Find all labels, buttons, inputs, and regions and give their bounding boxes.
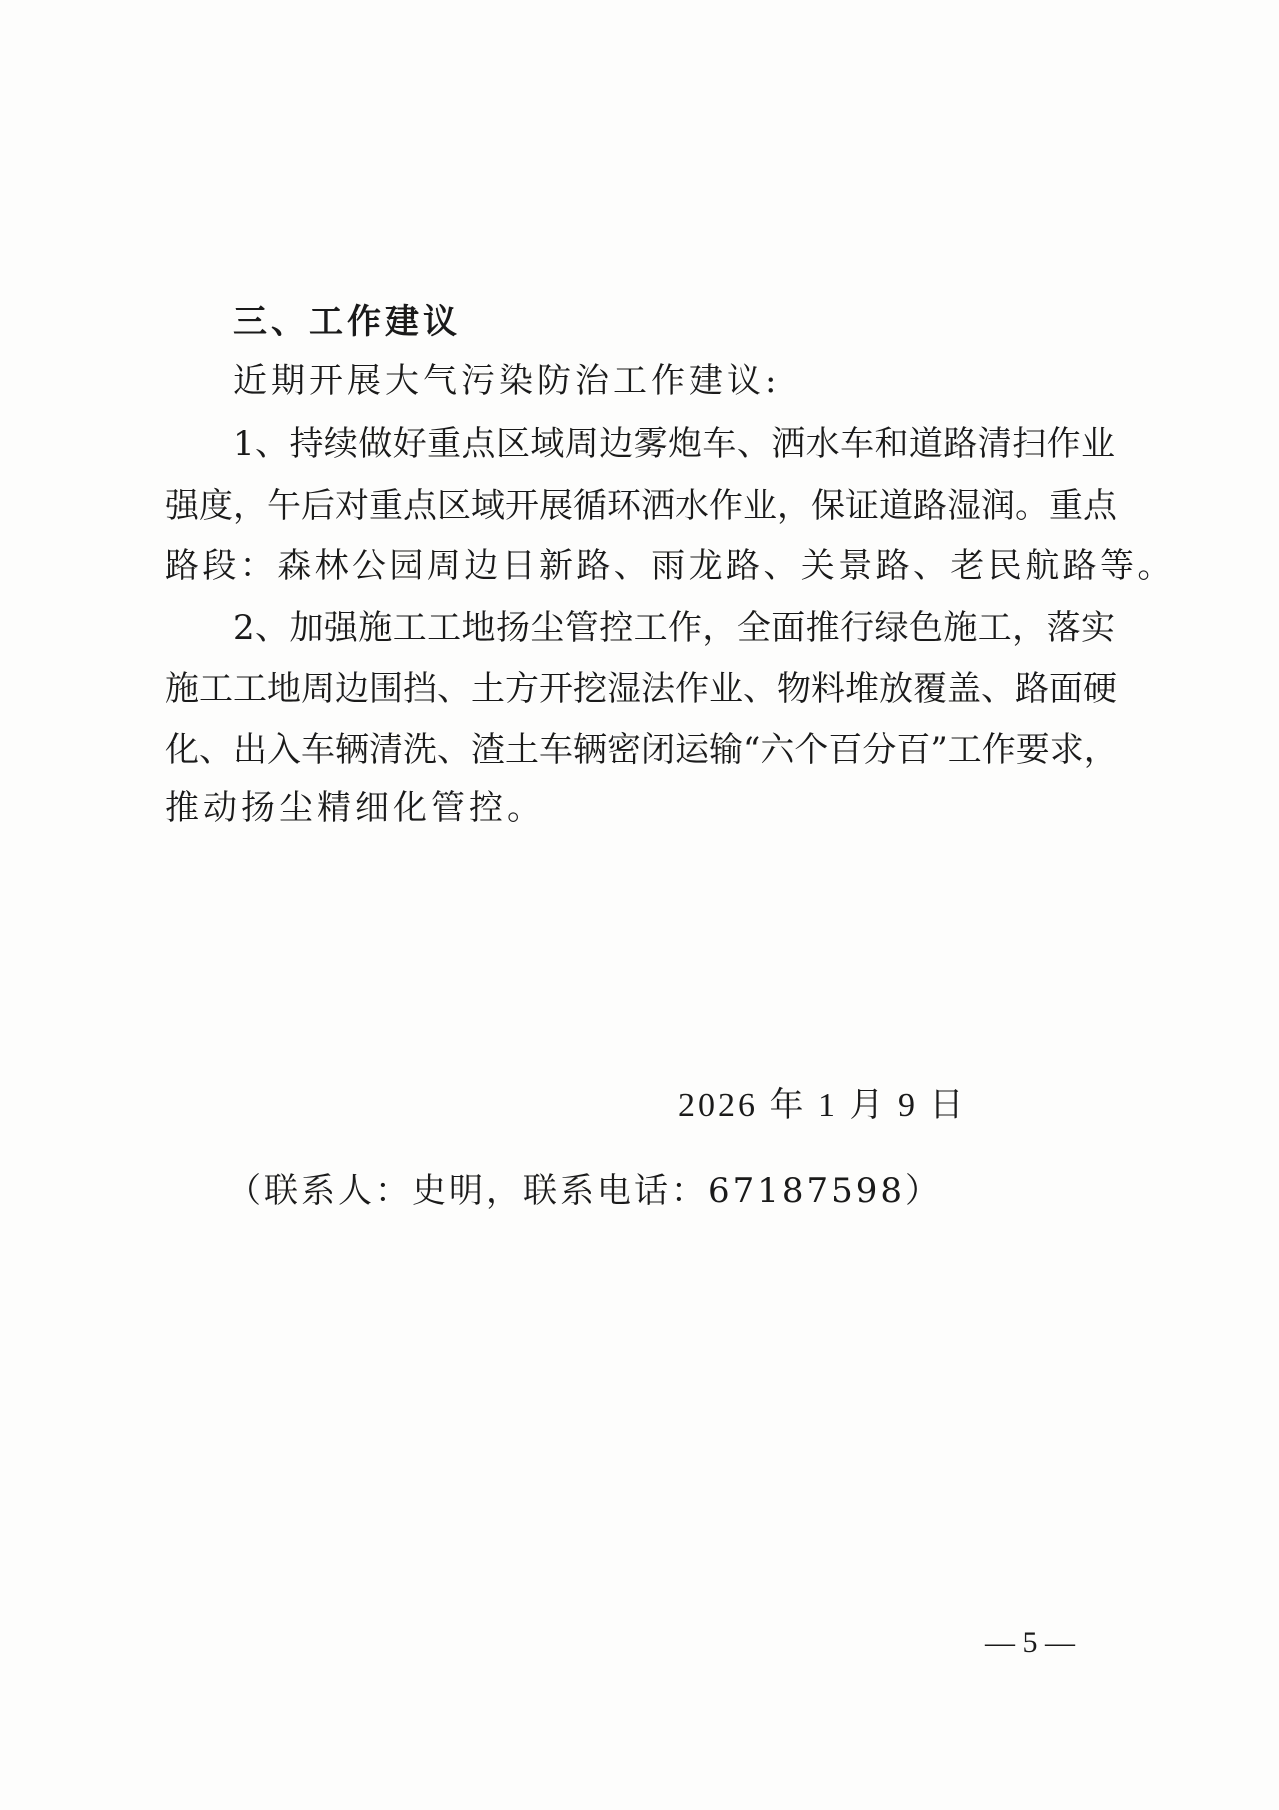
contact-info: （联系人：史明，联系电话：67187598） bbox=[227, 1171, 943, 1211]
item-2-line-1: 2、加强施工工地扬尘管控工作，全面推行绿色施工，落实 bbox=[233, 608, 1115, 648]
document-date: 2026 年 1 月 9 日 bbox=[678, 1087, 967, 1124]
item-1-line-2: 强度，午后对重点区域开展循环洒水作业，保证道路湿润。重点 bbox=[165, 486, 1117, 526]
item-2-line-3: 化、出入车辆清洗、渣土车辆密闭运输“六个百分百”工作要求， bbox=[165, 730, 1118, 770]
item-2-line-2: 施工工地周边围挡、土方开挖湿法作业、物料堆放覆盖、路面硬 bbox=[165, 669, 1117, 709]
intro-paragraph: 近期开展大气污染防治工作建议: bbox=[233, 361, 781, 401]
section-heading: 三、工作建议 bbox=[233, 302, 461, 342]
item-2-line-4: 推动扬尘精细化管控。 bbox=[165, 788, 545, 828]
page-number: — 5 — bbox=[985, 1626, 1075, 1659]
item-1-line-1: 1、持续做好重点区域周边雾炮车、洒水车和道路清扫作业 bbox=[233, 424, 1115, 464]
item-1-line-3: 路段：森林公园周边日新路、雨龙路、关景路、老民航路等。 bbox=[165, 546, 1175, 586]
